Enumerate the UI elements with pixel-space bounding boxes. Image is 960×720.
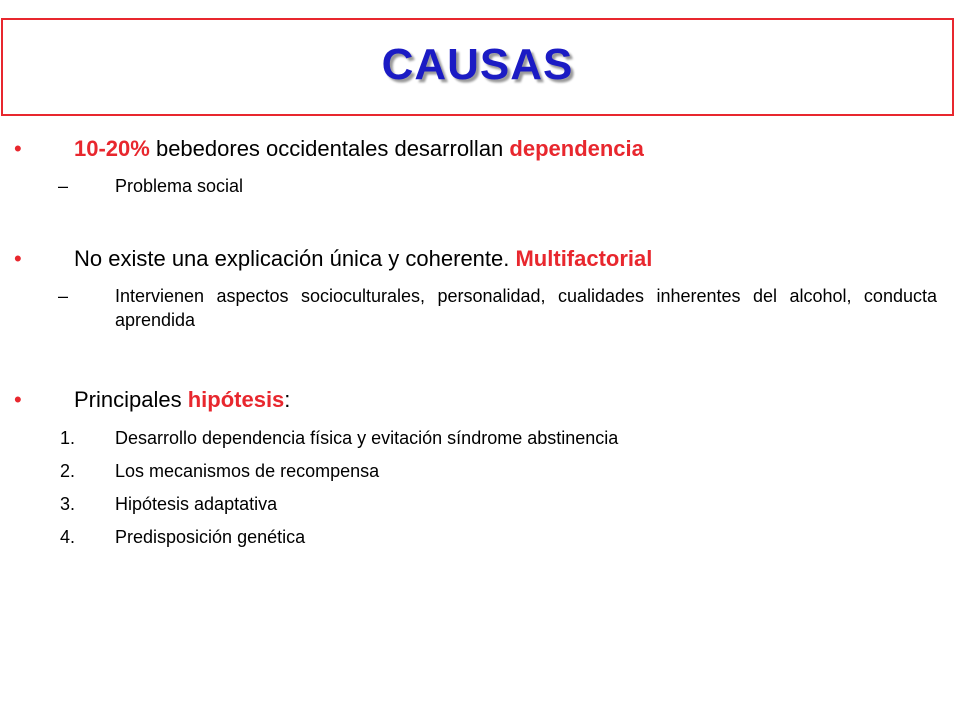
list-text: Los mecanismos de recompensa	[115, 461, 380, 481]
highlight-keyword: dependencia	[509, 136, 644, 161]
bullet-text	[74, 136, 644, 162]
sub-text: Intervienen aspectos socioculturales, personalidad, cualidades inherentes del alcohol, conducta aprendida	[115, 286, 937, 330]
highlight-keyword: hipótesis	[187, 387, 285, 412]
highlight-percentage: 10-20%	[74, 136, 150, 161]
bullet-text	[74, 246, 652, 272]
text-segment: No existe una explicación única y coherente.	[74, 246, 516, 271]
dash-icon: –	[58, 286, 69, 306]
text-segment: Principales	[74, 387, 188, 412]
bullet-icon: •	[14, 246, 22, 271]
bullet-icon: •	[14, 387, 22, 412]
list-text: Desarrollo dependencia física y evitación síndrome abstinencia	[115, 428, 619, 448]
list-number: 2.	[60, 461, 76, 481]
text-segment: bebedores occidentales desarrollan	[149, 136, 510, 161]
bullet-icon: •	[14, 136, 22, 161]
list-text: Hipótesis adaptativa	[115, 494, 278, 514]
bullet-text	[74, 387, 290, 413]
text-segment: :	[284, 387, 291, 412]
list-number: 1.	[60, 428, 76, 448]
list-text: Predisposición genética	[115, 527, 306, 547]
title-box	[1, 18, 954, 116]
list-number: 4.	[60, 527, 76, 547]
highlight-keyword: Multifactorial	[515, 246, 653, 271]
list-number: 3.	[60, 494, 76, 514]
dash-icon: –	[58, 176, 69, 196]
sub-text: Problema social	[115, 176, 244, 196]
slide-title: CAUSAS	[381, 40, 574, 89]
